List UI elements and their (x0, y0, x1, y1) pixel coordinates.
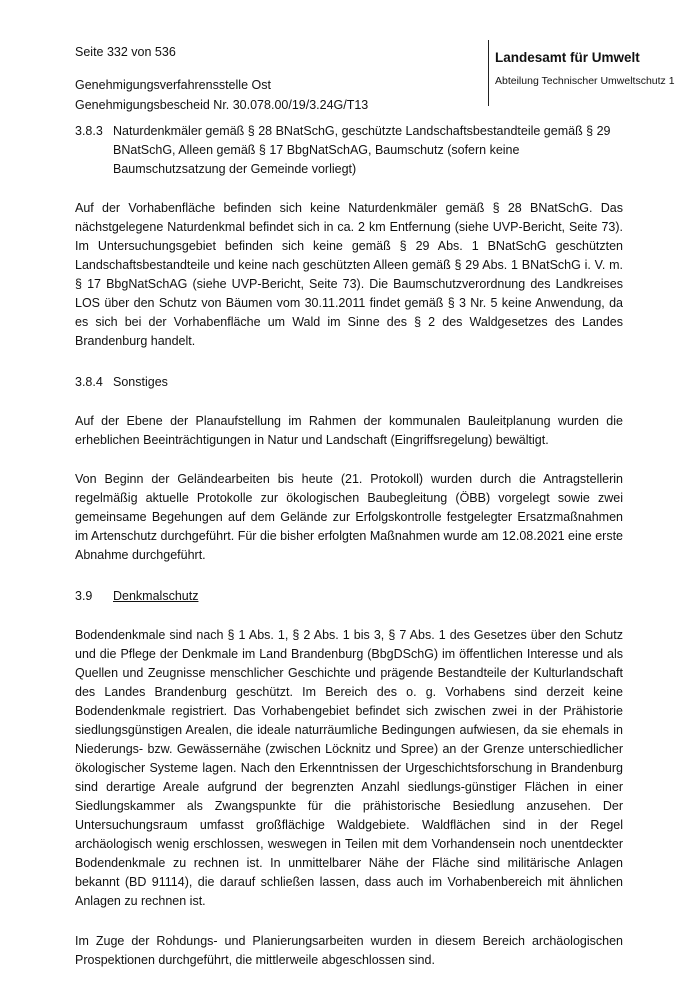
paragraph: Von Beginn der Geländearbeiten bis heute (21. Protokoll) wurden durch die Antragstellerin regelmäßig aktuelle Protokolle zur ökologischen Baubegleitung (ÖBB) vorgelegt sowie zwei gemeinsame Begehungen auf dem Gelände zur Erfolgskontrolle festgelegter Ersatzmaßnahmen im Artenschutz durchgeführt. Für die bisher erfolgten Maßnahmen wurde am 12.08.2021 eine erste Abnahme durchgeführt. (75, 472, 623, 562)
section-heading-3-8-4 (75, 373, 623, 392)
header-divider (488, 40, 489, 106)
agency-name: Landesamt für Umwelt (495, 50, 640, 65)
section-title: Naturdenkmäler gemäß § 28 BNatSchG, geschützte Landschaftsbestandteile gemäß § 29 BNatSchG, Alleen gemäß § 17 BbgNatSchAG, Baumschutz (sofern keine Baumschutzsatzung der Gemeinde vorliegt) (113, 124, 611, 176)
document-body (75, 122, 623, 970)
paragraph: Im Zuge der Rohdungs- und Planierungsarbeiten wurden in diesem Bereich archäologischen Prospektionen durchgeführt, die mittlerweile abgeschlossen sind. (75, 934, 623, 967)
paragraph: Auf der Vorhabenfläche befinden sich keine Naturdenkmäler gemäß § 28 BNatSchG. Das nächstgelegene Naturdenkmal befindet sich in ca. 2 km Entfernung (siehe UVP-Bericht, Seite 73). Im Untersuchungsgebiet befinden sich keine gemäß § 29 Abs. 1 BNatSchG geschützten Landschaftsbestandteile und keine nach geschützten Alleen gemäß § 29 Abs. 1 BNatSchG i. V. m. § 17 BbgNatSchAG (siehe UVP-Bericht, Seite 73). Die Baumschutzverordnung des Landkreises LOS über den Schutz von Bäumen vom 30.11.2011 findet gemäß § 3 Nr. 5 keine Anwendung, da es sich bei der Vorhabenfläche um Wald im Sinne des § 2 des Waldgesetzes des Landes Brandenburg handelt. (75, 201, 623, 348)
section-number: 3.8.4 (75, 375, 103, 389)
section-heading-3-9 (75, 587, 623, 606)
section-number: 3.9 (75, 589, 93, 603)
page-header (75, 42, 475, 115)
section-heading-3-8-3 (75, 122, 623, 179)
section-title: Denkmalschutz (113, 589, 199, 603)
section-number: 3.8.3 (75, 124, 103, 138)
paragraph: Bodendenkmale sind nach § 1 Abs. 1, § 2 Abs. 1 bis 3, § 7 Abs. 1 des Gesetzes über den Schutz und die Pflege der Denkmale im Land Brandenburg (BbgDSchG) im öffentlichen Interesse und als Quellen und Zeugnisse menschlicher Geschichte und prägende Bestandteile der Kulturlandschaft des Landes Brandenburg geschützt. Im Bereich des o. g. Vorhabens sind derzeit keine Bodendenkmale registriert. Das Vorhabengebiet befindet sich zwischen zwei in der Prähistorie siedlungsgünstigen Arealen, die ideale naturräumliche Bedingungen aufwiesen, da sie ehemals in Niederungs- bzw. Gewässernähe (zwischen Löcknitz und Spree) an der Grenze unterschiedlicher ökologischer Systeme lagen. Nach den Erkenntnissen der Urgeschichtsforschung in Brandenburg sind derartige Areale aufgrund der begrenzten Anzahl siedlungs-günstiger Flächen in einer Siedlungskammer als Zwangspunkte für die prähistorische Besiedlung anzusehen. Der Untersuchungsraum umfasst großflächige Waldgebiete. Waldflächen sind in der Regel archäologisch wenig erschlossen, weswegen in Teilen mit dem Vorhandensein noch unentdeckter Bodendenkmale zu rechnen ist. In unmittelbarer Nähe der Fläche sind militärische Anlagen bekannt (BD 91114), die darauf schließen lassen, dass auch im Vorhabenbereich mit ähnlichen Anlagen zu rechnen ist. (75, 628, 623, 908)
page-indicator: Seite 332 von 536 (75, 45, 176, 59)
office-name: Genehmigungsverfahrensstelle Ost (75, 78, 271, 92)
paragraph: Auf der Ebene der Planaufstellung im Rahmen der kommunalen Bauleitplanung wurden die erheblichen Beeinträchtigungen in Natur und Landschaft (Eingriffsregelung) bewältigt. (75, 414, 623, 447)
header-spacer (75, 62, 475, 75)
agency-block (495, 48, 695, 89)
section-title: Sonstiges (113, 375, 168, 389)
decision-reference: Genehmigungsbescheid Nr. 30.078.00/19/3.24G/T13 (75, 98, 369, 112)
department-name: Abteilung Technischer Umweltschutz 1 (495, 75, 675, 87)
